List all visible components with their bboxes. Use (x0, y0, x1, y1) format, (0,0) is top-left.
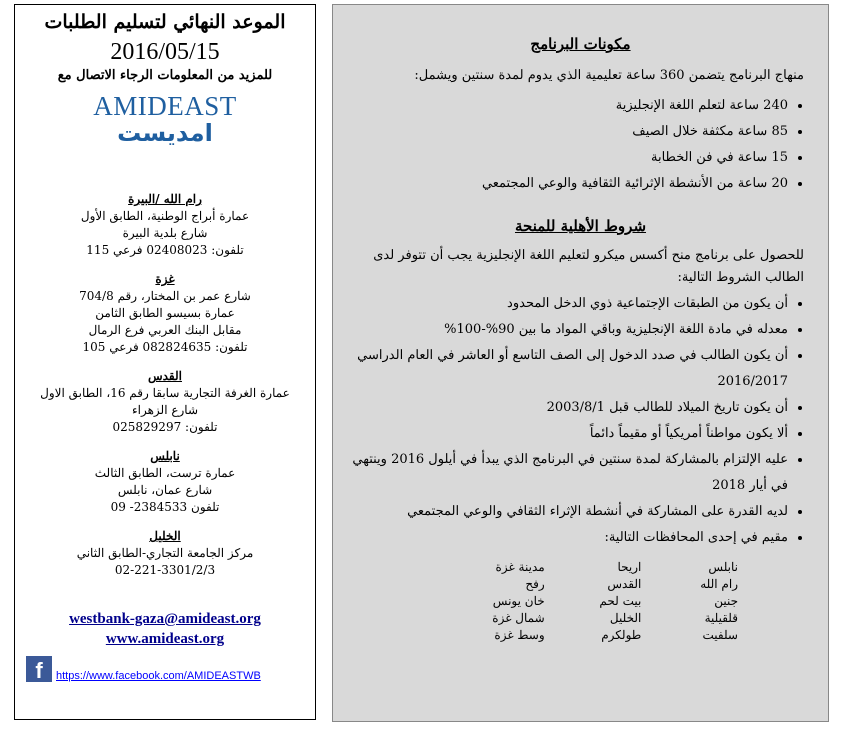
office-line: شارع بلدية البيرة (122, 226, 208, 240)
contact-note: للمزيد من المعلومات الرجاء الاتصال مع (57, 68, 273, 83)
email-link[interactable]: westbank-gaza@amideast.org (69, 611, 261, 627)
office-name: رام الله /البيرة (128, 192, 202, 206)
components-title: مكونات البرنامج (530, 35, 631, 53)
office-nablus (15, 448, 315, 516)
deadline-title: الموعد النهائي لتسليم الطلبات (44, 11, 286, 33)
list-item: • معدله في مادة اللغة الإنجليزية وباقي المواد ما بين 90%-100% (343, 317, 788, 343)
governorate: طولكرم (601, 628, 642, 642)
office-line: شارع عمر بن المختار، رقم 704/8 (79, 289, 251, 303)
list-item: • مقيم في إحدى المحافظات التالية: (343, 525, 788, 551)
governorate: شمال غزة (492, 611, 545, 625)
governorate: القدس (607, 577, 642, 591)
office-name: غزة (155, 272, 175, 286)
office-line: عمارة ترست، الطابق الثالث (94, 466, 236, 480)
governorate: قلقيلية (704, 611, 738, 625)
office-name: الخليل (149, 529, 181, 543)
amideast-logo (90, 91, 240, 147)
eligibility-list (333, 291, 828, 551)
governorate: سلفيت (702, 628, 738, 642)
list-item: • ألا يكون مواطناً أمريكياً أو مقيماً دائماً (343, 421, 788, 447)
governorate: الخليل (609, 611, 642, 625)
deadline-date: 2016/05/15 (110, 39, 220, 65)
list-item: • لديه القدرة على المشاركة في أنشطة الإثراء الثقافي والوعي المجتمعي (343, 499, 788, 525)
office-line: تلفون 2384533- 09 (110, 500, 220, 514)
eligibility-title: شروط الأهلية للمنحة (514, 217, 647, 235)
office-name: نابلس (150, 449, 180, 463)
office-line: مقابل البنك العربي فرع الرمال (88, 323, 242, 337)
list-item: • 240 ساعة لتعلم اللغة الإنجليزية (343, 93, 788, 119)
office-line: عمارة أبراج الوطنية، الطابق الأول (80, 209, 250, 223)
list-item: • أن يكون من الطبقات الإجتماعية ذوي الدخل المحدود (343, 291, 788, 317)
office-jerusalem (15, 368, 315, 436)
list-item: • عليه الإلتزام بالمشاركة لمدة سنتين في البرنامج الذي يبدأ في أيلول 2016 وينتهي في أيار 2018 (343, 447, 788, 499)
governorates-grid (448, 559, 738, 644)
office-ramallah (15, 191, 315, 259)
governorate: اريحا (617, 560, 642, 574)
office-hebron (15, 528, 315, 579)
eligibility-intro: للحصول على برنامج منح أكسس ميكرو لتعليم اللغة الإنجليزية يجب أن تتوفر لدى الطالب الشروط التالية: (373, 248, 804, 285)
list-item: • 20 ساعة من الأنشطة الإثرائية الثقافية والوعي المجتمعي (343, 171, 788, 197)
list-item: • أن يكون الطالب في صدد الدخول إلى الصف التاسع أو العاشر في العام الدراسي 2016/2017 (343, 343, 788, 395)
office-line: شارع عمان، نابلس (117, 483, 213, 497)
office-name: القدس (147, 369, 182, 383)
governorate: مدينة غزة (495, 560, 545, 574)
facebook-link[interactable]: https://www.facebook.com/AMIDEASTWB (56, 670, 261, 682)
website-link[interactable]: www.amideast.org (105, 631, 225, 647)
list-item: • 15 ساعة في فن الخطابة (343, 145, 788, 171)
contact-panel (14, 4, 316, 720)
governorate: رفح (525, 577, 545, 591)
list-item: • 85 ساعة مكثفة خلال الصيف (343, 119, 788, 145)
governorate: جنين (714, 594, 738, 608)
governorate: نابلس (708, 560, 738, 574)
office-line: مركز الجامعة التجاري-الطابق الثاني (76, 546, 254, 560)
logo-text-ar: امديست (117, 119, 213, 147)
governorate: وسط غزة (494, 628, 545, 642)
office-line: شارع الزهراء (131, 403, 199, 417)
office-line: تلفون: 02408023 فرعي 115 (86, 243, 244, 257)
program-panel (332, 4, 829, 722)
office-line: عمارة بسيسو الطابق الثامن (95, 306, 235, 320)
governorate: بيت لحم (599, 594, 642, 608)
office-line: تلفون: 082824635 فرعي 105 (82, 340, 248, 354)
office-line: 02-221-3301/2/3 (114, 563, 216, 577)
links (15, 609, 315, 649)
components-list (333, 93, 828, 197)
components-intro: منهاج البرنامج يتضمن 360 ساعة تعليمية الذي يدوم لمدة سنتين ويشمل: (414, 68, 804, 83)
facebook-row (26, 656, 261, 682)
governorate: رام الله (700, 577, 738, 591)
office-line: تلفون: 025829297 (112, 420, 218, 434)
office-line: عمارة الغرفة التجارية سابقا رقم 16، الطابق الاول (40, 386, 290, 400)
governorate: خان يونس (492, 594, 545, 608)
logo-text-en: AMIDEAST (93, 91, 237, 121)
facebook-icon[interactable]: f (26, 656, 52, 682)
list-item: • أن يكون تاريخ الميلاد للطالب قبل 2003/8/1 (343, 395, 788, 421)
office-gaza (15, 271, 315, 356)
